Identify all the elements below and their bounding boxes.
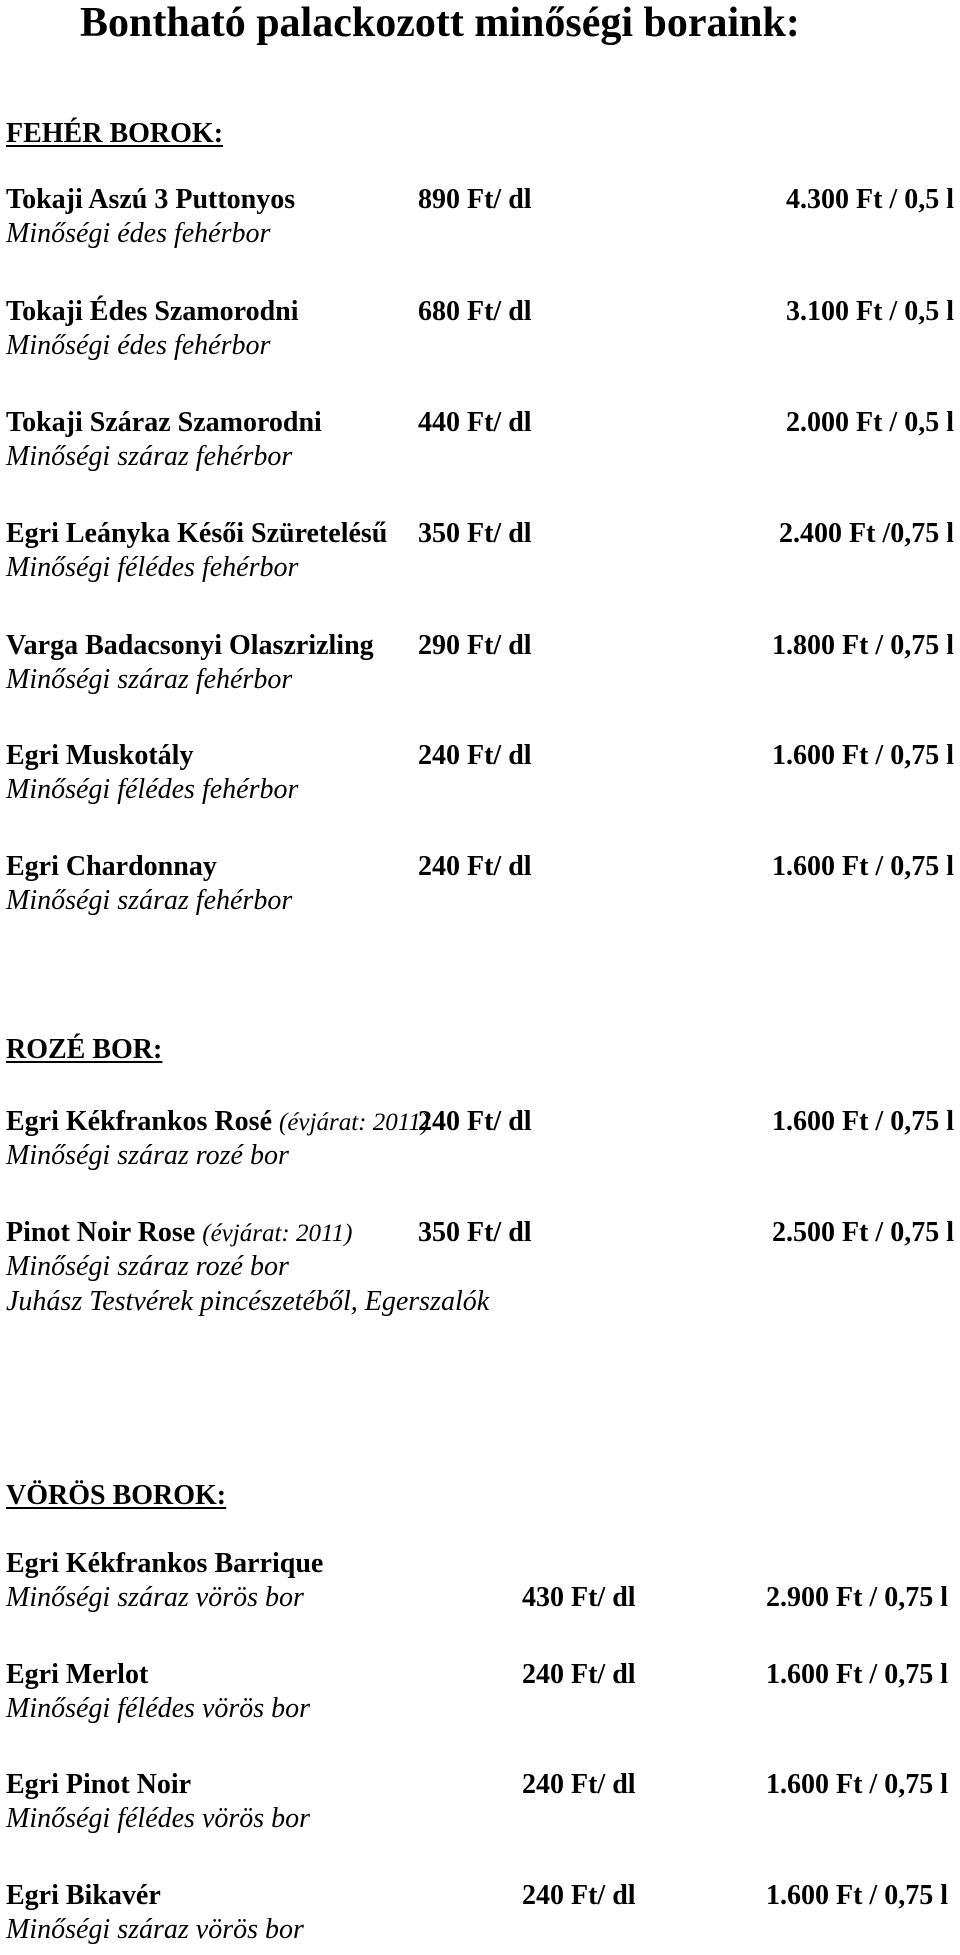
price-per-bottle: 1.800 Ft / 0,75 l xyxy=(772,630,954,661)
wine-description: Minőségi félédes vörös bor xyxy=(6,1693,311,1724)
price-per-bottle: 1.600 Ft / 0,75 l xyxy=(772,740,954,771)
price-per-bottle: 1.600 Ft / 0,75 l xyxy=(766,1880,948,1911)
price-per-dl: 240 Ft/ dl xyxy=(418,851,532,882)
wine-name: Egri Pinot Noir xyxy=(6,1769,192,1800)
wine-description: Minőségi félédes fehérbor xyxy=(6,552,299,583)
price-per-bottle: 4.300 Ft / 0,5 l xyxy=(786,184,954,215)
wine-name: Tokaji Édes Szamorodni xyxy=(6,296,299,327)
wine-description: Minőségi száraz vörös bor xyxy=(6,1582,304,1613)
price-per-dl: 290 Ft/ dl xyxy=(418,630,532,661)
wine-description: Minőségi édes fehérbor xyxy=(6,218,271,249)
wine-name: Egri Bikavér xyxy=(6,1880,161,1911)
wine-name: Egri Leányka Késői Szüretelésű xyxy=(6,518,388,549)
price-per-bottle: 1.600 Ft / 0,75 l xyxy=(766,1769,948,1800)
wine-name: Egri Kékfrankos Rosé (évjárat: 2011) xyxy=(6,1106,430,1137)
wine-name: Egri Merlot xyxy=(6,1659,149,1690)
price-per-dl: 890 Ft/ dl xyxy=(418,184,532,215)
price-per-bottle: 1.600 Ft / 0,75 l xyxy=(772,1106,954,1137)
price-per-dl: 240 Ft/ dl xyxy=(522,1769,636,1800)
wine-name: Egri Chardonnay xyxy=(6,851,217,882)
section-heading-white: FEHÉR BOROK: xyxy=(6,118,224,149)
price-per-dl: 680 Ft/ dl xyxy=(418,296,532,327)
wine-name: Pinot Noir Rose (évjárat: 2011) xyxy=(6,1217,353,1248)
page-title: Bontható palackozott minőségi boraink: xyxy=(80,0,800,46)
wine-vintage: (évjárat: 2011) xyxy=(202,1220,353,1247)
price-per-bottle: 2.000 Ft / 0,5 l xyxy=(786,407,954,438)
wine-description: Minőségi száraz fehérbor xyxy=(6,885,293,916)
price-per-bottle: 1.600 Ft / 0,75 l xyxy=(766,1659,948,1690)
section-heading-red: VÖRÖS BOROK: xyxy=(6,1480,227,1511)
price-per-dl: 240 Ft/ dl xyxy=(522,1659,636,1690)
wine-name: Varga Badacsonyi Olaszrizling xyxy=(6,630,374,661)
wine-vintage: (évjárat: 2011) xyxy=(279,1109,430,1136)
wine-description: Minőségi száraz fehérbor xyxy=(6,441,293,472)
price-per-dl: 440 Ft/ dl xyxy=(418,407,532,438)
price-per-bottle: 2.500 Ft / 0,75 l xyxy=(772,1217,954,1248)
price-per-bottle: 2.400 Ft /0,75 l xyxy=(779,518,954,549)
price-per-dl: 240 Ft/ dl xyxy=(418,1106,532,1137)
price-per-dl: 350 Ft/ dl xyxy=(418,1217,532,1248)
wine-description: Minőségi édes fehérbor xyxy=(6,330,271,361)
price-per-dl: 240 Ft/ dl xyxy=(522,1880,636,1911)
section-heading-rose: ROZÉ BOR: xyxy=(6,1034,163,1065)
winery-note: Juhász Testvérek pincészetéből, Egerszalók xyxy=(6,1286,490,1317)
wine-description: Minőségi száraz rozé bor xyxy=(6,1251,289,1282)
wine-name: Egri Kékfrankos Barrique xyxy=(6,1548,324,1579)
wine-name: Tokaji Száraz Szamorodni xyxy=(6,407,322,438)
price-per-bottle: 1.600 Ft / 0,75 l xyxy=(772,851,954,882)
price-per-dl: 240 Ft/ dl xyxy=(418,740,532,771)
wine-description: Minőségi száraz rozé bor xyxy=(6,1140,289,1171)
wine-description: Minőségi száraz vörös bor xyxy=(6,1914,304,1945)
price-per-dl: 430 Ft/ dl xyxy=(522,1582,636,1613)
wine-description: Minőségi száraz fehérbor xyxy=(6,664,293,695)
price-per-bottle: 2.900 Ft / 0,75 l xyxy=(766,1582,948,1613)
wine-description: Minőségi félédes vörös bor xyxy=(6,1803,311,1834)
wine-name: Tokaji Aszú 3 Puttonyos xyxy=(6,184,296,215)
wine-name: Egri Muskotály xyxy=(6,740,194,771)
price-per-dl: 350 Ft/ dl xyxy=(418,518,532,549)
price-per-bottle: 3.100 Ft / 0,5 l xyxy=(786,296,954,327)
wine-description: Minőségi félédes fehérbor xyxy=(6,774,299,805)
